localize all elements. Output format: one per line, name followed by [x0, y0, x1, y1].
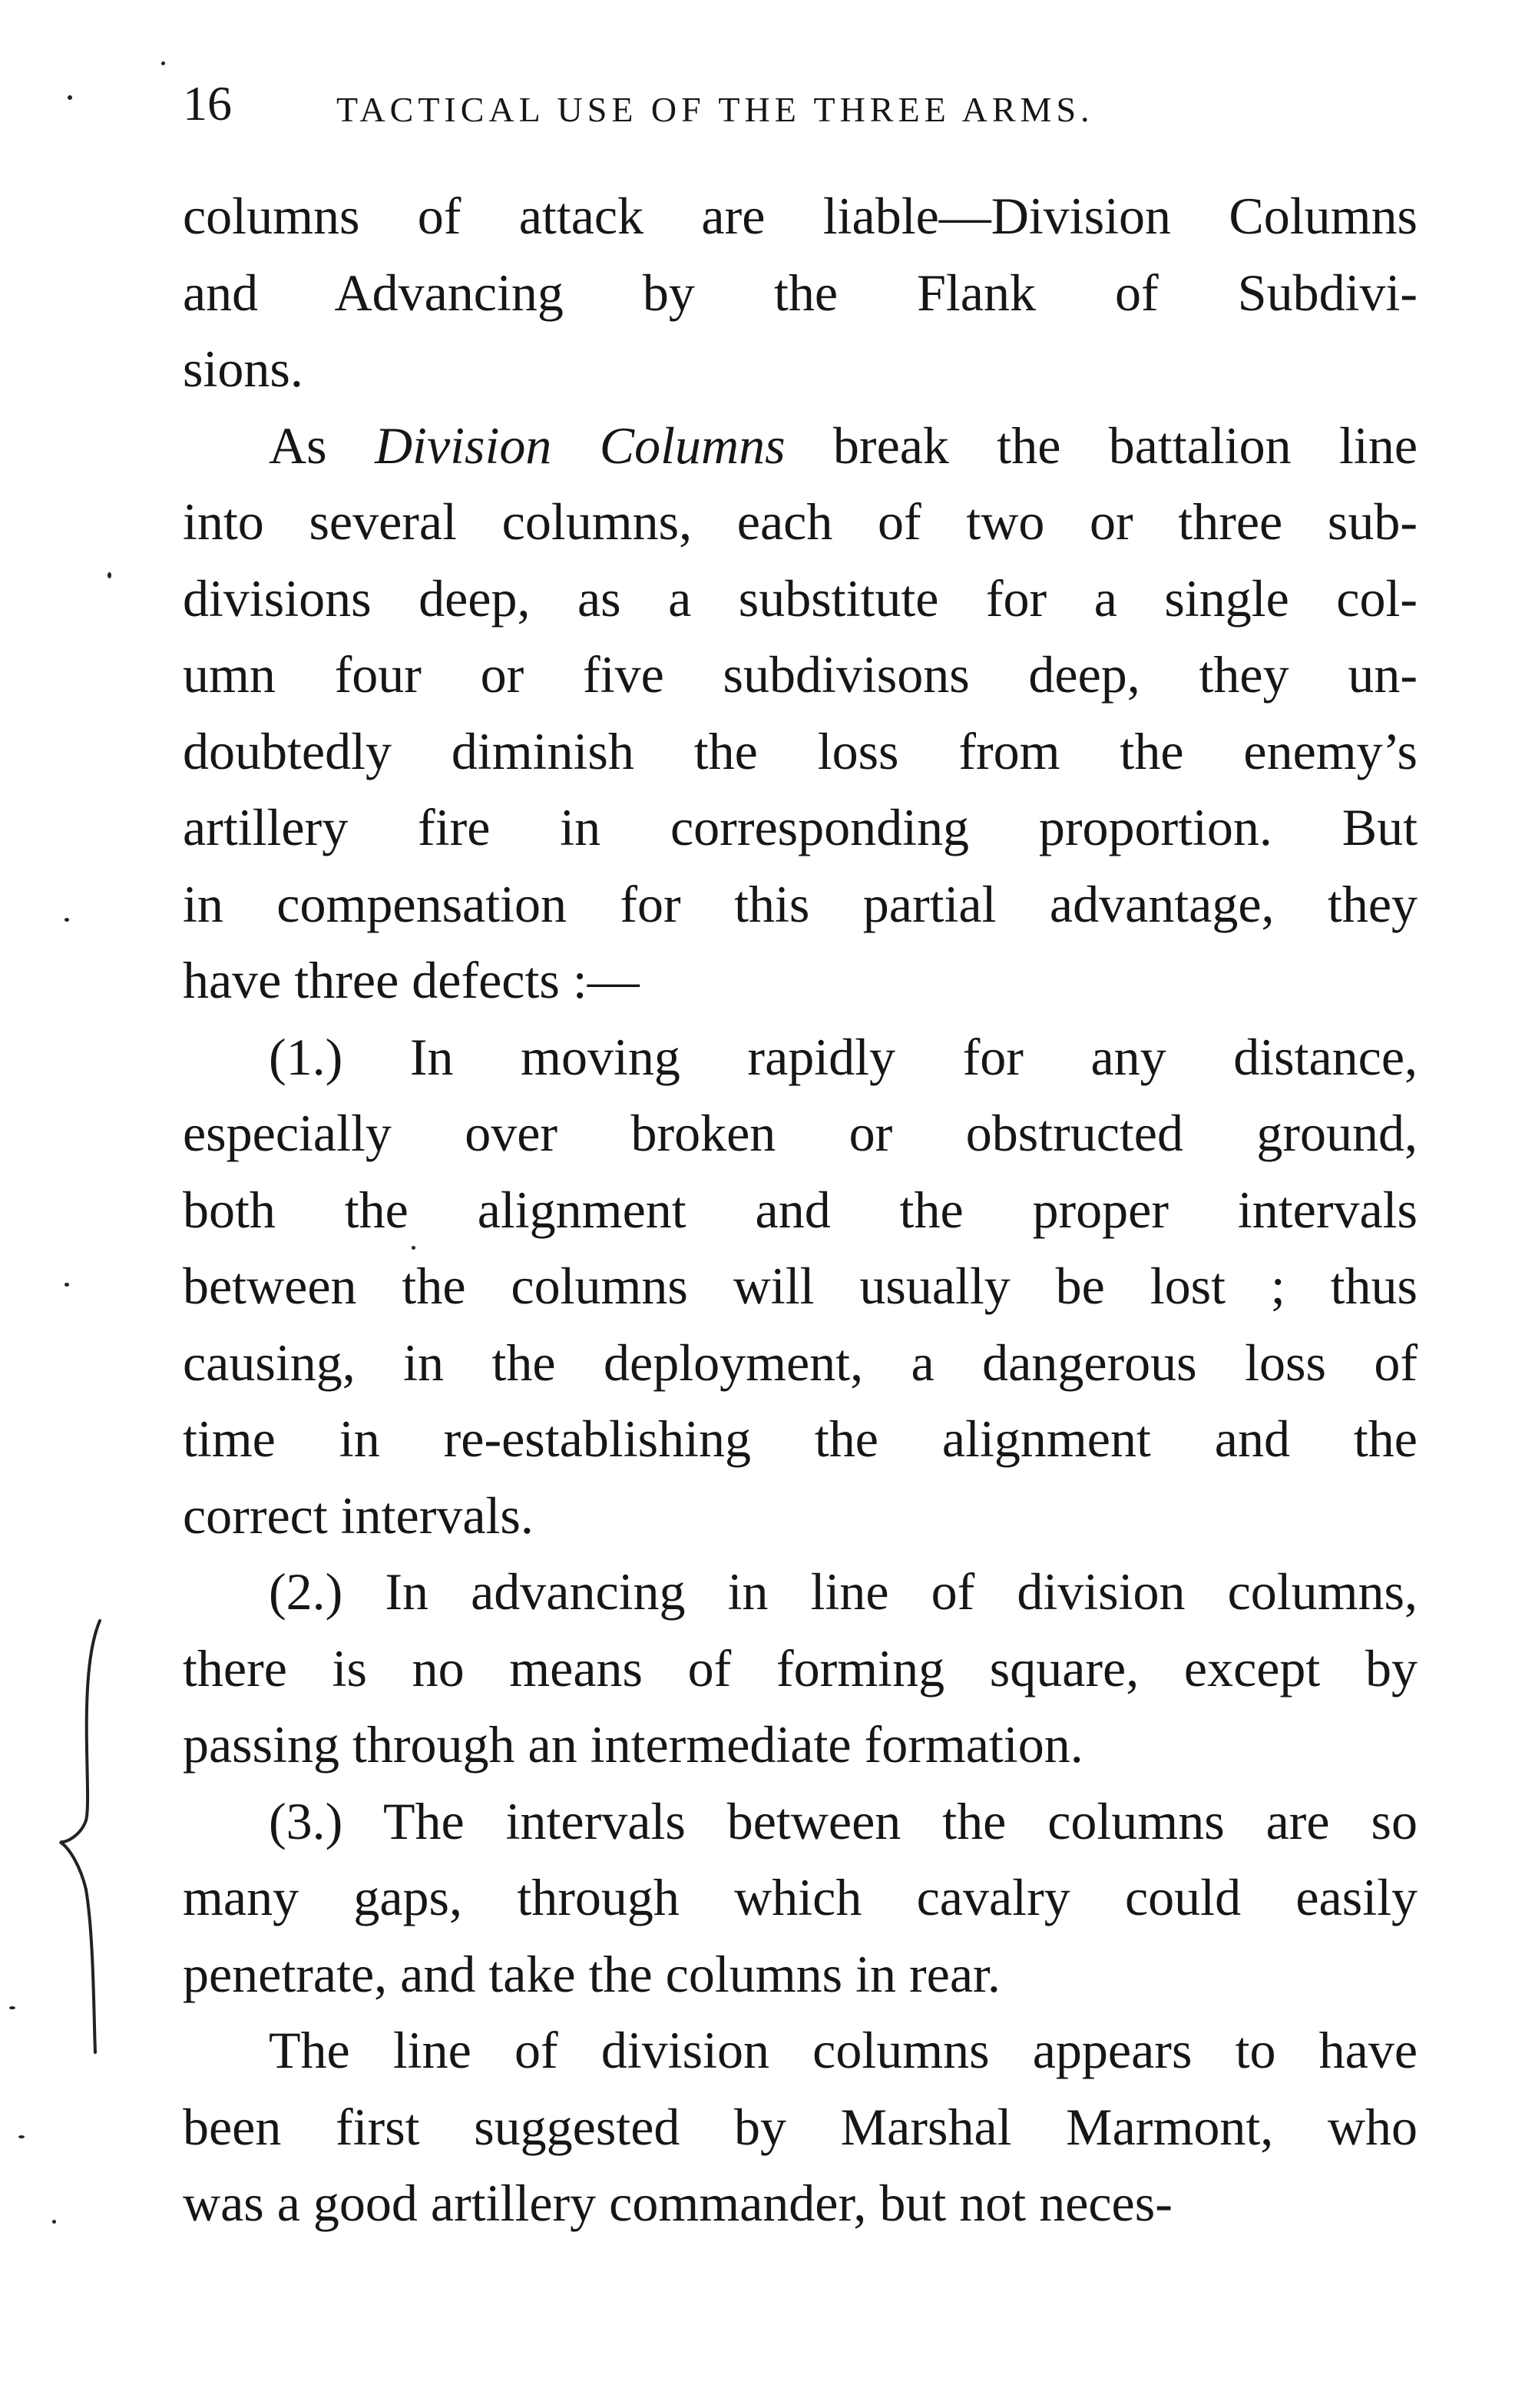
paragraph-6 [183, 2012, 1418, 2242]
text-line: correct intervals. [183, 1486, 534, 1545]
paragraph-3 [183, 1019, 1418, 1555]
page-header [183, 69, 1411, 138]
text-line: into several columns, each of two or three sub- [183, 492, 1418, 551]
body-text [183, 178, 1418, 2242]
page-number: 16 [183, 76, 232, 131]
running-title: TACTICAL USE OF THE THREE ARMS. [336, 90, 1094, 129]
text-line: in compensation for this partial advantage, they [183, 874, 1418, 933]
text-line: between the columns will usually be lost ; thus [183, 1257, 1418, 1315]
text-line: doubtedly diminish the loss from the enemy’s [183, 721, 1418, 780]
text-line: The line of division columns appears to have [269, 2021, 1418, 2079]
text-line: columns of attack are liable—Division Columns [183, 187, 1418, 245]
margin-speck [9, 2006, 15, 2009]
margin-speck [68, 95, 72, 100]
margin-speck [65, 1283, 69, 1287]
paragraph-2 [183, 408, 1418, 1019]
text-line: penetrate, and take the columns in rear. [183, 1944, 1001, 2003]
text-line: (3.) The intervals between the columns are so [269, 1791, 1418, 1850]
margin-speck [412, 1246, 415, 1250]
text-line: artillery fire in corresponding proportion. But [183, 798, 1418, 856]
text-line: causing, in the deployment, a dangerous loss of [183, 1333, 1418, 1392]
text-line: and Advancing by the Flank of Subdivi- [183, 263, 1418, 322]
margin-speck [52, 2220, 56, 2224]
paragraph-1 [183, 178, 1418, 408]
text-line: time in re-establishing the alignment and the [183, 1409, 1418, 1468]
text-line: was a good artillery commander, but not neces- [183, 2174, 1173, 2232]
margin-speck [108, 572, 111, 578]
text-line: both the alignment and the proper intervals [183, 1180, 1418, 1239]
text-line: (2.) In advancing in line of division columns, [269, 1562, 1418, 1621]
text-line: there is no means of forming square, except by [183, 1638, 1418, 1698]
text-line: divisions deep, as a substitute for a single col- [183, 568, 1418, 628]
paragraph-4 [183, 1554, 1418, 1784]
margin-bracket-mark [46, 1613, 138, 2059]
margin-speck [65, 918, 69, 922]
text-line: As Division Columns break the battalion line [269, 416, 1418, 475]
text-line: umn four or five subdivisons deep, they un- [183, 645, 1418, 704]
text-line: sions. [183, 340, 303, 398]
text-line: passing through an intermediate formation. [183, 1715, 1083, 1774]
margin-speck [18, 2135, 25, 2138]
margin-speck [161, 61, 165, 65]
text-line: many gaps, through which cavalry could easily [183, 1868, 1418, 1926]
paragraph-5 [183, 1784, 1418, 2013]
text-line: have three defects :— [183, 951, 640, 1009]
text-line: been first suggested by Marshal Marmont, who [183, 2097, 1418, 2156]
text-line: (1.) In moving rapidly for any distance, [269, 1027, 1418, 1086]
text-line: especially over broken or obstructed ground, [183, 1104, 1418, 1162]
